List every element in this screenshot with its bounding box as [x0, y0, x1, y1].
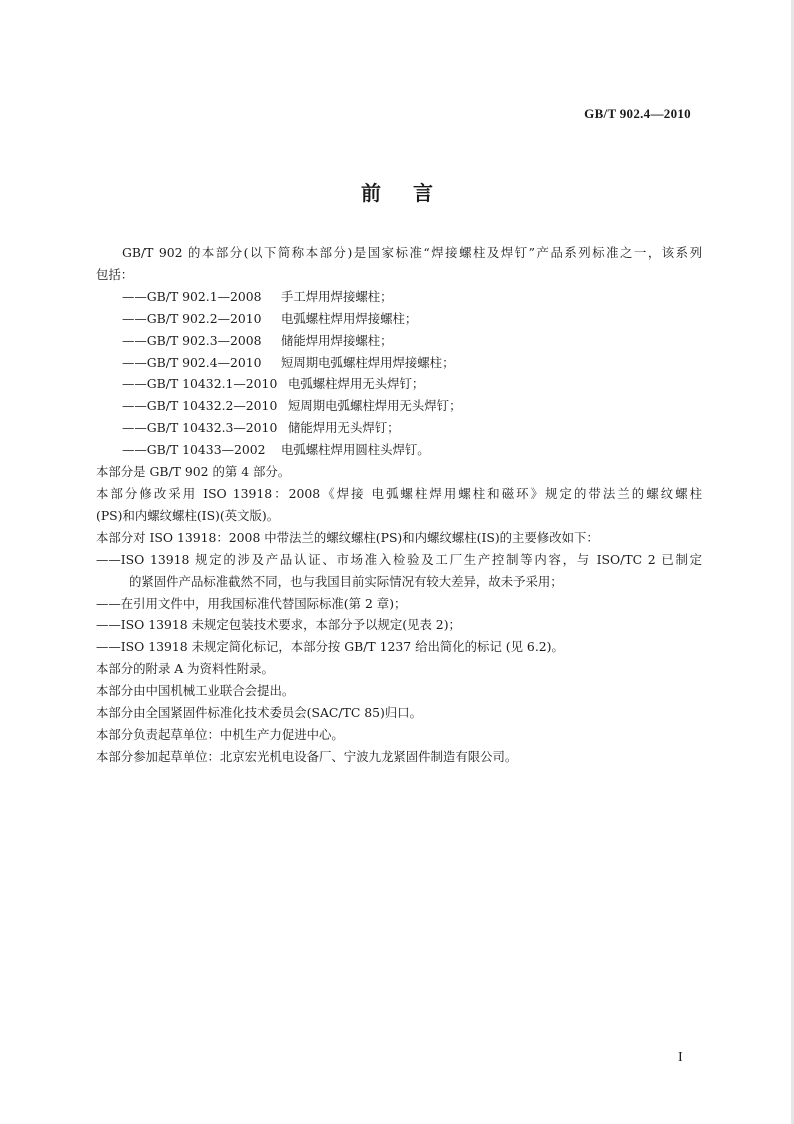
series-code: ——GB/T 902.4—2010	[122, 354, 262, 370]
change-item-1: ——ISO 13918 规定的涉及产品认证、市场准入检验及工厂生产控制等内容，与 ISO/TC 2 已制定	[96, 551, 702, 567]
standard-code: GB/T 902.4—2010	[584, 106, 691, 121]
participants-note: 本部分参加起草单位：北京宏光机电设备厂、宁波九龙紧固件制造有限公司。	[96, 748, 518, 764]
annex-note: 本部分的附录 A 为资料性附录。	[96, 661, 274, 677]
series-code: ——GB/T 902.1—2008	[122, 288, 262, 304]
drafter-note: 本部分负责起草单位：中机生产力促进中心。	[96, 726, 344, 742]
series-item	[96, 417, 702, 439]
series-name: 电弧螺柱焊用焊接螺柱；	[281, 310, 418, 326]
part-note: 本部分是 GB/T 902 的第 4 部分。	[96, 464, 291, 480]
series-item	[96, 330, 702, 352]
series-list	[96, 286, 702, 461]
foreword-body	[96, 242, 702, 768]
series-item	[96, 373, 702, 395]
series-code: ——GB/T 10432.1—2010	[122, 376, 278, 392]
intro-line-2: 包括：	[96, 266, 134, 282]
series-name: 短周期电弧螺柱焊用无头焊钉；	[288, 398, 462, 414]
page-title: 前言	[361, 181, 465, 205]
series-name: 储能焊用无头焊钉；	[288, 420, 400, 436]
series-code: ——GB/T 10432.2—2010	[122, 398, 278, 414]
series-code: ——GB/T 10433—2002	[122, 442, 266, 458]
series-name: 手工焊用焊接螺柱；	[281, 288, 393, 304]
series-item	[96, 352, 702, 374]
series-name: 电弧螺柱焊用圆柱头焊钉。	[281, 442, 430, 458]
series-item	[96, 439, 702, 461]
series-name: 短周期电弧螺柱焊用焊接螺柱；	[281, 354, 455, 370]
intro-line-1: GB/T 902 的本部分(以下简称本部分)是国家标准“焊接螺柱及焊钉”产品系列标准之一，该系列	[122, 245, 702, 260]
change-item-3: ——ISO 13918 未规定包装技术要求，本部分予以规定(见表 2)；	[96, 617, 461, 633]
proposer-note: 本部分由中国机械工业联合会提出。	[96, 683, 295, 699]
series-item	[96, 395, 702, 417]
committee-note: 本部分由全国紧固件标准化技术委员会(SAC/TC 85)归口。	[96, 705, 423, 721]
change-item-1-cont: 的紧固件产品标准截然不同，也与我国目前实际情况有较大差异，故未予采用；	[129, 573, 563, 589]
change-item-4: ——ISO 13918 未规定简化标记，本部分按 GB/T 1237 给出简化的标记 (见 6.2)。	[96, 639, 564, 655]
series-name: 电弧螺柱焊用无头焊钉；	[288, 376, 425, 392]
series-item	[96, 308, 702, 330]
page-number: I	[678, 1050, 683, 1065]
changes-intro: 本部分对 ISO 13918：2008 中带法兰的螺纹螺柱(PS)和内螺纹螺柱(IS)的主要修改如下：	[96, 529, 599, 545]
series-code: ——GB/T 902.2—2010	[122, 310, 262, 326]
change-item-2: ——在引用文件中，用我国标准代替国际标准(第 2 章)；	[96, 595, 407, 611]
series-code: ——GB/T 10432.3—2010	[122, 420, 278, 436]
adoption-line-1: 本部分修改采用 ISO 13918：2008《焊接 电弧螺柱焊用螺柱和磁环》规定的带法兰的螺纹螺柱	[96, 485, 702, 501]
series-code: ——GB/T 902.3—2008	[122, 332, 262, 348]
series-name: 储能焊用焊接螺柱；	[281, 332, 393, 348]
adoption-line-2: (PS)和内螺纹螺柱(IS)(英文版)。	[96, 507, 280, 523]
series-item	[96, 286, 702, 308]
